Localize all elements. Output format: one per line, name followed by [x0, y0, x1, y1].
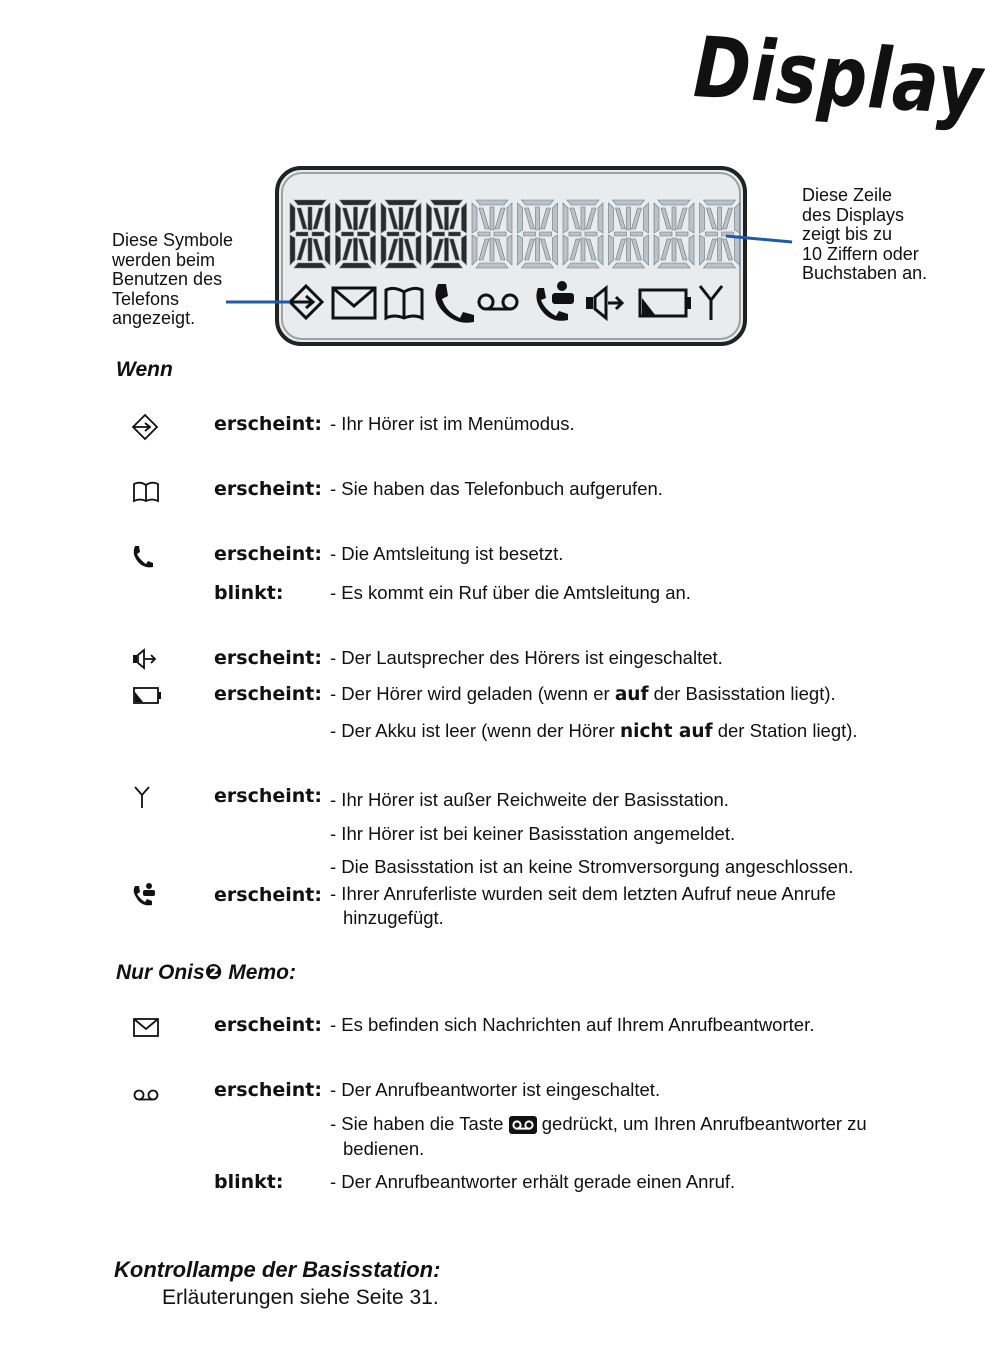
verb-erscheint: erscheint:	[214, 884, 322, 906]
caller-list-icon	[130, 882, 162, 908]
speaker-icon	[130, 646, 162, 672]
section-memo: Nur Onis❷ Memo:	[116, 961, 296, 984]
kontrollampe-text: Erläuterungen siehe Seite 31.	[162, 1286, 439, 1309]
desc-line-ringing: - Es kommt ein Ruf über die Amtsleitung an.	[330, 582, 691, 603]
verb-erscheint: erscheint:	[214, 683, 322, 705]
desc-battery	[330, 681, 920, 744]
antenna-line-2: - Ihr Hörer ist bei keiner Basisstation angemeldet.	[330, 822, 736, 844]
desc-tam-blink: - Der Anrufbeantworter erhält gerade einen Anruf.	[330, 1171, 736, 1192]
battery-line-1: - Der Hörer wird geladen (wenn er auf der Basisstation liegt).	[330, 683, 836, 705]
tam-key-icon	[509, 1116, 537, 1134]
tam-line-1: - Der Anrufbeantworter ist eingeschaltet.	[330, 1079, 661, 1100]
envelope-icon	[130, 1014, 162, 1040]
section-kontrollampe: Kontrollampe der Basisstation:	[114, 1257, 441, 1282]
battery-icon	[130, 683, 162, 709]
menu-icon	[130, 414, 162, 440]
callout-symbols: Diese Symbole werden beim Benutzen des Telefons angezeigt.	[112, 230, 234, 328]
desc-phonebook: - Sie haben das Telefonbuch aufgerufen.	[330, 478, 663, 499]
verb-erscheint: erscheint:	[214, 647, 322, 669]
verb-erscheint: erscheint:	[214, 543, 322, 565]
desc-menu: - Ihr Hörer ist im Menümodus.	[330, 413, 575, 434]
page-title: Display	[691, 18, 985, 135]
section-wenn: Wenn	[116, 358, 173, 381]
verb-blinkt: blinkt:	[214, 1171, 284, 1193]
verb-erscheint: erscheint:	[214, 1014, 322, 1036]
desc-callers	[330, 882, 890, 930]
antenna-line-3: - Die Basisstation ist an keine Stromversorgung angeschlossen.	[330, 856, 854, 877]
desc-tam	[330, 1077, 900, 1161]
desc-envelope: - Es befinden sich Nachrichten auf Ihrem Anrufbeantworter.	[330, 1014, 815, 1035]
callout-digit-row: Diese Zeile des Displays zeigt bis zu 10 Ziffern oder Buchstaben an.	[802, 185, 928, 283]
antenna-line-1: - Ihr Hörer ist außer Reichweite der Basisstation.	[330, 789, 729, 810]
verb-erscheint: erscheint:	[214, 478, 322, 500]
answering-machine-icon	[130, 1082, 162, 1108]
verb-erscheint: erscheint:	[214, 1079, 322, 1101]
desc-speaker: - Der Lautsprecher des Hörers ist eingeschaltet.	[330, 647, 723, 668]
desc-line-busy: - Die Amtsleitung ist besetzt.	[330, 543, 564, 564]
battery-line-2: - Der Akku ist leer (wenn der Hörer nicht auf der Station liegt).	[330, 720, 858, 742]
verb-blinkt: blinkt:	[214, 582, 284, 604]
callers-text: - Ihrer Anruferliste wurden seit dem letzten Aufruf neue Anrufe hinzugefügt.	[330, 883, 836, 928]
desc-antenna	[330, 783, 920, 884]
handset-icon	[130, 544, 162, 570]
phonebook-icon	[130, 479, 162, 505]
verb-erscheint: erscheint:	[214, 785, 322, 807]
tam-line-2: - Sie haben die Taste gedrückt, um Ihren Anrufbeantworter zu bedienen.	[330, 1113, 867, 1159]
antenna-icon	[130, 784, 162, 810]
verb-erscheint: erscheint:	[214, 413, 322, 435]
